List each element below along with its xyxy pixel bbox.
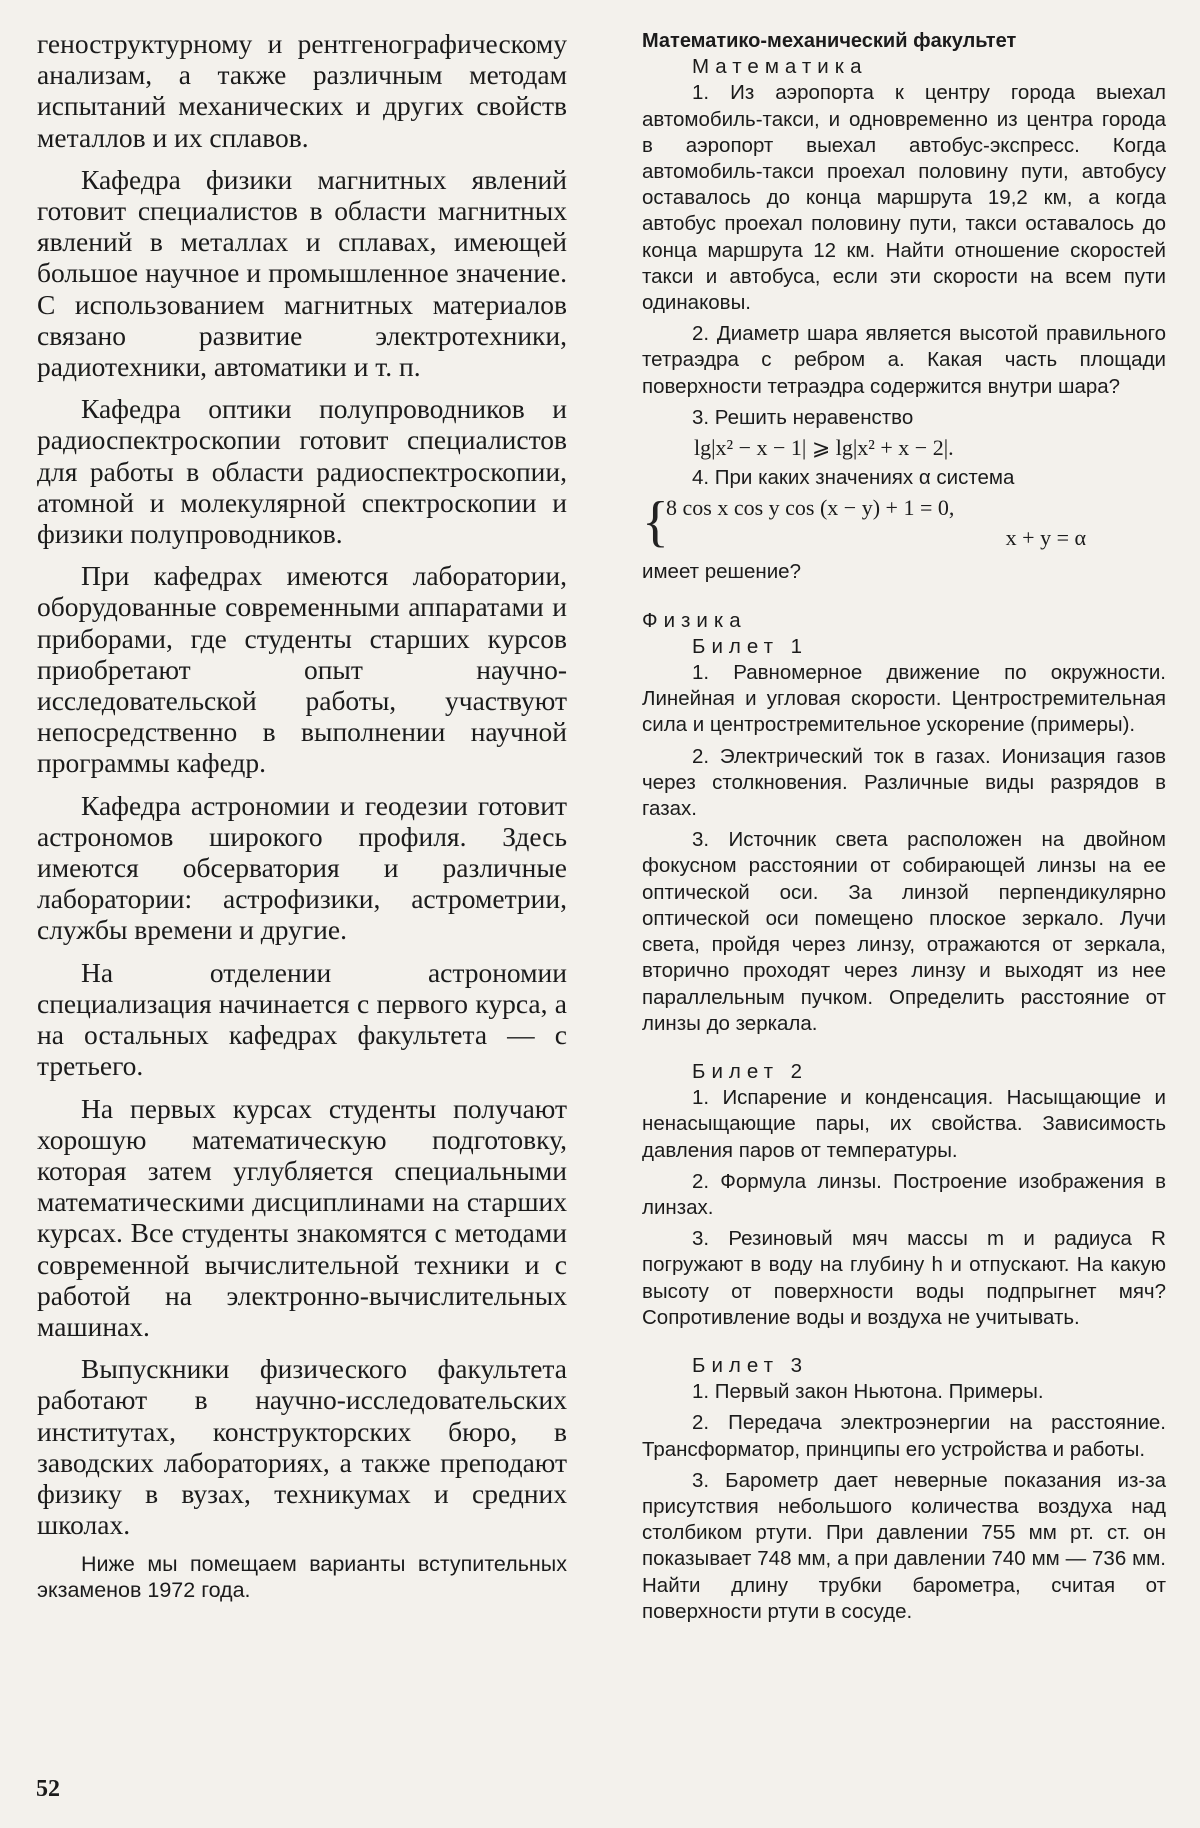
math-problem-4: 4. При каких значениях α система bbox=[692, 466, 1015, 490]
page-number: 52 bbox=[36, 1776, 60, 1802]
left-paragraph-5: Кафедра астрономии и геодезии готовит астрономов широкого профиля. Здесь имеются обсерватория и различные лаборатории: астрофизики, астрометрии, службы времени и другие. bbox=[37, 789, 567, 946]
ticket-1-item-2: 2. Электрический ток в газах. Ионизация газов через столкновения. Различные виды разрядов в газах. bbox=[642, 744, 1166, 821]
ticket-3-item-2: 2. Передача электроэнергии на расстояние. Трансформатор, принципы его устройства и работы. bbox=[642, 1411, 1166, 1461]
ticket-1-title: Билет 1 bbox=[692, 634, 809, 658]
ticket-3-item-3: 3. Барометр дает неверные показания из-за присутствия небольшого количества воздуха над столбиком ртути. При давлении 755 мм рт. ст. он показывает 748 мм, а при давлении 740 мм — 736 мм. Найти длину трубки барометра, считая от поверхности ртути в сосуде. bbox=[642, 1468, 1166, 1623]
inequality-formula: lg|x² − x − 1| ⩾ lg|x² + x − 2|. bbox=[694, 435, 954, 461]
ticket-2-item-3: 3. Резиновый мяч массы m и радиуса R погружают в воду на глубину h и отпускают. На какую высоту от поверхности воды подпрыгнет мяч? Сопротивление воды и воздуха не учитывать. bbox=[642, 1227, 1166, 1329]
math-problem-4-tail: имеет решение? bbox=[642, 560, 801, 584]
math-problem-3: 3. Решить неравенство bbox=[692, 405, 914, 429]
left-column bbox=[37, 28, 567, 1614]
ticket-2-item-2: 2. Формула линзы. Построение изображения в линзах. bbox=[642, 1169, 1166, 1219]
ticket-2-item-1: 1. Испарение и конденсация. Насыщающие и ненасыщающие пары, их свойства. Зависимость давления паров от температуры. bbox=[642, 1086, 1166, 1162]
left-paragraph-3: Кафедра оптики полупроводников и радиоспектроскопии готовит специалистов для работы в области радиоспектроскопии, атомной и молекулярной спектроскопии и физики полупроводников. bbox=[37, 393, 567, 550]
left-paragraph-4: При кафедрах имеются лаборатории, оборудованные современными аппаратами и приборами, где студенты старших курсов приобретают опыт научно-исследовательской работы, участвуют непосредственно в выполнении научной программы кафедр. bbox=[37, 560, 567, 779]
left-paragraph-1: геноструктурному и рентгенографическому анализам, а также различным методам испытаний механических и других свойств металлов и их сплавов. bbox=[37, 28, 567, 153]
math-problem-2: 2. Диаметр шара является высотой правильного тетраэдра с ребром a. Какая часть площади поверхности тетраэдра содержится внутри шара? bbox=[642, 322, 1166, 398]
ticket-3-title: Билет 3 bbox=[692, 1353, 809, 1377]
ticket-3-item-1: 1. Первый закон Ньютона. Примеры. bbox=[692, 1380, 1044, 1404]
system-equation-2: x + y = α bbox=[1005, 525, 1086, 551]
ticket-2-title: Билет 2 bbox=[692, 1059, 809, 1083]
system-equation-1: 8 cos x cos y cos (x − y) + 1 = 0, bbox=[666, 495, 955, 521]
physics-heading: Физика bbox=[642, 608, 747, 632]
left-paragraph-2: Кафедра физики магнитных явлений готовит специалистов в области магнитных явлений в металлах и сплавах, имеющей большое научное и промышленное значение. С использованием магнитных материалов связано развитие электротехники, радиотехники, автоматики и т. п. bbox=[37, 163, 567, 383]
left-paragraph-7: На первых курсах студенты получают хорошую математическую подготовку, которая затем углубляется специальными математическими дисциплинами на старших курсах. Все студенты знакомятся с методами современной вычислительной техники и с работой на электронно-вычислительных машинах. bbox=[37, 1092, 567, 1342]
exam-note: Ниже мы помещаем варианты вступительных экзаменов 1972 года. bbox=[37, 1552, 567, 1603]
math-problem-1: 1. Из аэропорта к центру города выехал автомобиль-такси, и одновременно из центра города в аэропорт выехал автобус-экспресс. Когда автомобиль-такси проехал половину пути, автобусу оставалось до конца маршрута 19,2 км, а когда автобус проехал половину пути, такси оставалось до конца маршрута 12 км. Найти отношение скоростей такси и автобуса, если эти скорости на всем пути одинаковы. bbox=[642, 81, 1166, 315]
ticket-1-item-1: 1. Равномерное движение по окружности. Линейная и угловая скорости. Центростремительная сила и центростремительное ускорение (примеры). bbox=[642, 661, 1166, 737]
left-paragraph-8: Выпускники физического факультета работают в научно-исследовательских институтах, конструкторских бюро, в заводских лабораториях, а также преподают физику в вузах, техникумах и средних школах. bbox=[37, 1353, 567, 1541]
math-heading: Математика bbox=[692, 55, 868, 79]
ticket-1-item-3: 3. Источник света расположен на двойном фокусном расстоянии от собирающей линзы на ее оптической оси. За линзой перпендикулярно оптической оси помещено плоское зеркало. Лучи света, пройдя через линзу, отражаются от зеркала, вторично проходят через линзу и выходят из нее параллельным пучком. Определить расстояние от линзы до зеркала. bbox=[642, 828, 1166, 1035]
left-paragraph-6: На отделении астрономии специализация начинается с первого курса, а на остальных кафедрах факультета — с третьего. bbox=[37, 956, 567, 1082]
equation-system bbox=[642, 493, 1166, 553]
left-brace: { bbox=[642, 491, 669, 554]
faculty-title: Математико-механический факультет bbox=[642, 30, 1017, 52]
right-column bbox=[642, 28, 1166, 1625]
